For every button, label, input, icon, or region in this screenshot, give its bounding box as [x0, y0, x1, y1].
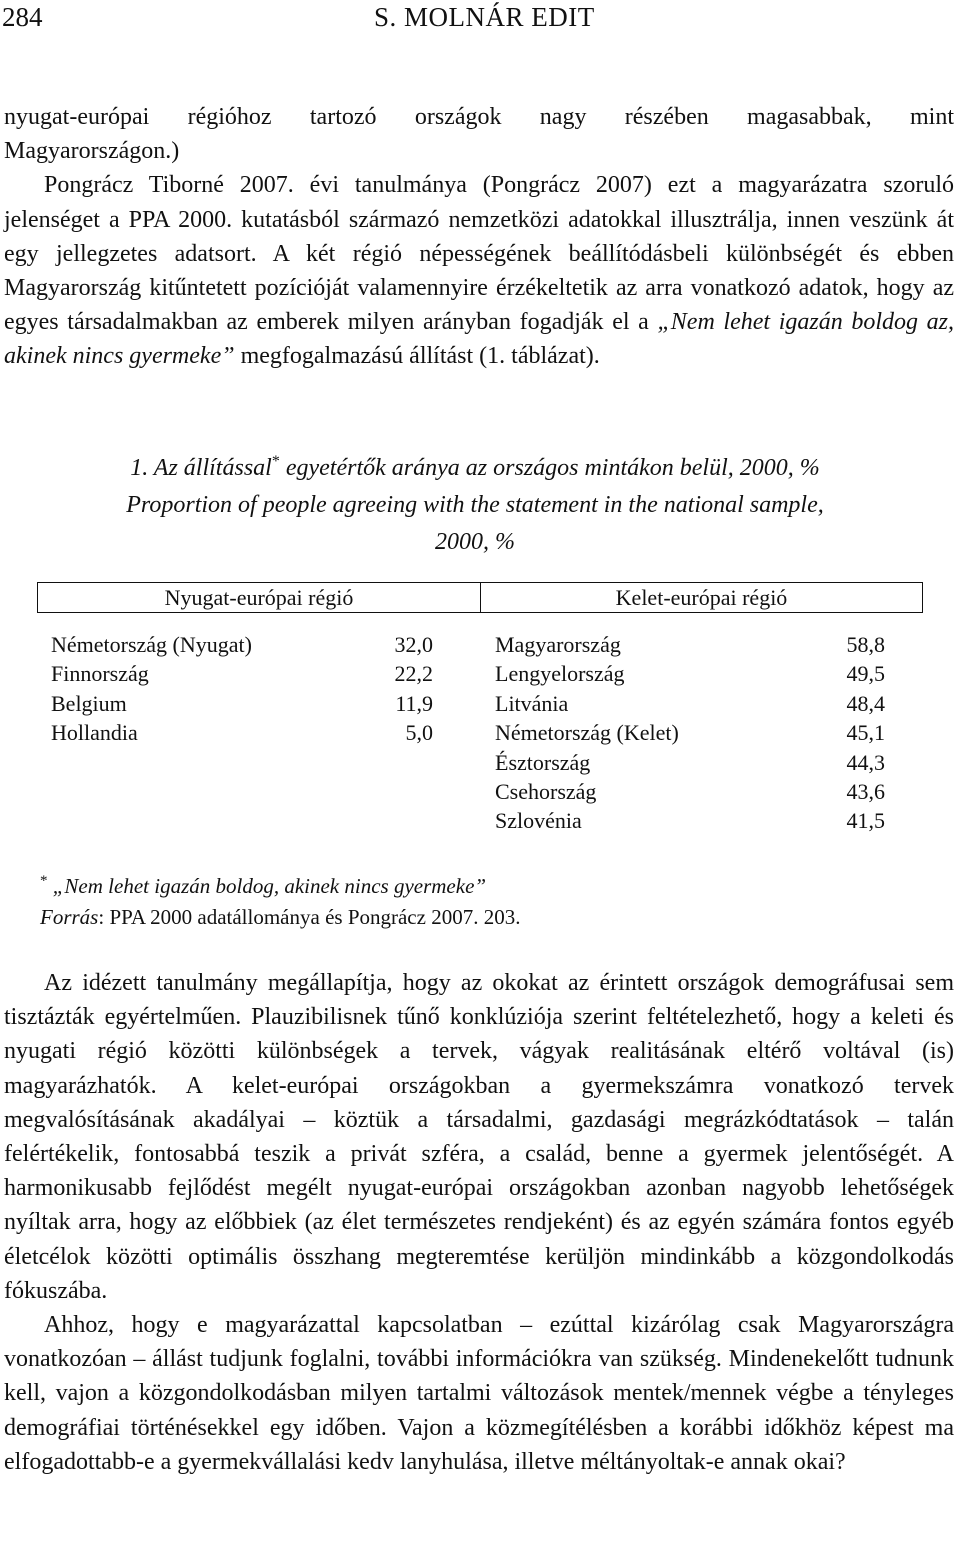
caption-line-en: Proportion of people agreeing with the statement in the national sample, [126, 492, 824, 518]
quoted-statement: „Nem lehet igazán boldog az, akinek nincs gyermeke” [4, 309, 954, 370]
country-value: 22,2 [394, 661, 433, 687]
table-row [495, 630, 885, 659]
paragraph: Ahhoz, hogy e magyarázattal kapcsolatban – ezúttal kizárólag csak Magyarországra vonatkozóan – állást tudjunk foglalni, további információkra van szükség. Mindenekelőtt tudnunk kell, vajon a közgondolkodásban milyen tartalmi változások mentek/mennek végbe a tényleges demográfiai történésekkel egy időben. Vajon a közmegítélésben a korábbi időkhöz képest ma elfogadottabb-e a gyermekvállalási kedv lanyhulása, illetve méltányoltak-e annak okai? [4, 1312, 954, 1475]
caption-text: 1. Az állítással [130, 455, 272, 481]
country-name: Litvánia [495, 690, 569, 716]
source-note [40, 902, 520, 933]
country-value: 48,4 [846, 690, 885, 716]
table-row [51, 659, 433, 688]
table-notes [40, 866, 520, 933]
caption-line-en-2: 2000, % [435, 529, 515, 555]
country-value: 5,0 [405, 720, 433, 746]
table-row [495, 718, 885, 747]
table-caption [40, 443, 910, 561]
country-name: Finnország [51, 661, 149, 687]
caption-text: egyetértők aránya az országos mintákon belül, 2000, % [279, 455, 820, 481]
country-value: 49,5 [846, 661, 885, 687]
country-value: 32,0 [394, 632, 433, 657]
country-name: Lengyelország [495, 661, 625, 687]
country-name: Csehország [495, 778, 597, 804]
country-name: Hollandia [51, 720, 138, 746]
table-row [495, 777, 885, 806]
footnote-text: „Nem lehet igazán boldog, akinek nincs gyermeke” [52, 874, 487, 898]
country-name: Németország (Kelet) [495, 720, 679, 746]
text-line: Magyarországon.) [4, 138, 180, 165]
text-line: nyugat-európai régióhoz tartozó országok nagy részében magasabbak, mint [4, 104, 954, 130]
body-paragraphs [4, 966, 954, 1479]
text-span: Pongrácz Tiborné 2007. évi tanulmánya (Pongrácz 2007) ezt a magyarázatra szoruló jelenséget a PPA 2000. kutatásból származó nemzetközi adatokkal illusztrálja, innen veszünk át egy jellegzetes adatsort. A két régió népességének beállítódásbeli különbségét és ebben Magyarország kitűntetett pozícióját valamennyire érzékeltetik az arra vonatkozó adatok, hogy az egyes társadalmakban az emberek milyen arányban fogadják el a [4, 172, 954, 336]
country-value: 41,5 [846, 808, 885, 834]
table-header [37, 582, 923, 613]
country-value: 11,9 [395, 690, 433, 716]
header-west: Nyugat-európai régió [38, 583, 481, 612]
table-row [51, 689, 433, 718]
table-row [495, 806, 885, 835]
table-row [495, 689, 885, 718]
country-name: Szlovénia [495, 808, 582, 834]
data-table [37, 582, 923, 834]
country-name: Észtország [495, 749, 591, 775]
page-number: 284 [2, 2, 43, 32]
table-row [51, 718, 433, 747]
table-row [51, 630, 433, 659]
table-row [495, 659, 885, 688]
footnote-marker: * [40, 873, 48, 889]
country-value: 43,6 [846, 778, 885, 804]
country-name: Magyarország [495, 632, 621, 657]
caption-line-hu [40, 443, 910, 487]
paragraph-intro [4, 100, 954, 374]
east-column [495, 630, 885, 836]
text-span: megfogalmazású állítást (1. táblázat). [234, 343, 600, 370]
paragraph-body [4, 168, 954, 373]
country-value: 45,1 [846, 720, 885, 746]
country-value: 58,8 [846, 632, 885, 657]
west-column [51, 630, 433, 748]
header-east: Kelet-európai régió [615, 585, 788, 610]
country-value: 44,3 [846, 749, 885, 775]
paragraph: Az idézett tanulmány megállapítja, hogy az okokat az érintett országok demográfusai sem tisztázták egyértelműen. Plauzibilisnek tűnő konklúziója szerint feltételezhető, hogy a keleti és nyugati régió közötti különbségek a tervek, vágyak realitásának eltérő voltával (is) magyarázhatók. A kelet-európai országokban a gyermekszámra vonatkozó tervek megvalósításának akadályai – köztük a társadalmi, gazdasági megrázkódtatások – talán felértékelik, fontosabbá teszik a privát szféra, a család, benne a gyermek jelentőségét. A harmonikusabb fejlődést megélt nyugat-európai országokban azonban nagyobb lehetőségek nyíltak arra, hogy az előbbiek (az élet természetes rendjeként) és az egyén számára fontos egyéb életcélok közötti optimális összhang megteremtése kerüljön mindinkább a közgondolkodás fókuszába. [4, 970, 954, 1304]
running-title: S. MOLNÁR EDIT [374, 2, 595, 32]
footnote [40, 866, 520, 902]
country-name: Németország (Nyugat) [51, 632, 252, 657]
table-row [495, 748, 885, 777]
source-label: Forrás [40, 905, 99, 929]
footnote-marker: * [271, 453, 280, 470]
source-text: : PPA 2000 adatállománya és Pongrácz 2007. 203. [98, 905, 521, 929]
country-name: Belgium [51, 690, 127, 716]
